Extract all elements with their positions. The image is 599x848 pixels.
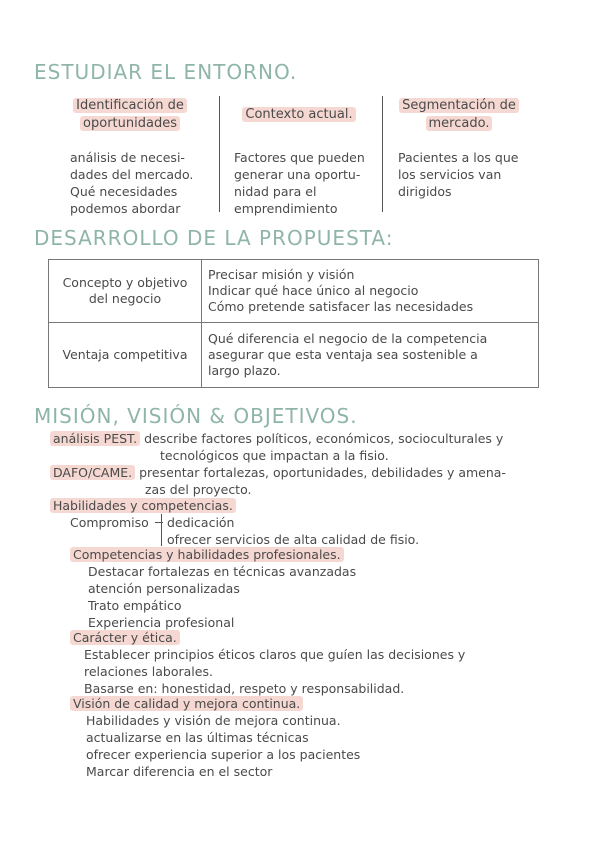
column-title-segmentacion: Segmentación de mercado.: [392, 97, 526, 133]
competencias-list: Destacar fortalezas en técnicas avanzadas atención personalizadas Trato empático Experiencia profesional: [88, 564, 357, 630]
column-title-oportunidades: Identificación de oportunidades: [64, 97, 196, 133]
compromiso-label: Compromiso: [70, 515, 149, 530]
compromiso-tick: [155, 522, 163, 523]
table-row: [49, 323, 539, 388]
column-body-segmentacion: Pacientes a los que los servicios van dirigidos: [398, 150, 519, 199]
dafo-label: DAFO/CAME.: [50, 465, 135, 480]
habilidades-heading: Habilidades y competencias.: [50, 497, 236, 514]
column-body-contexto: Factores que pueden generar una oportu- nidad para el emprendimiento: [234, 150, 365, 216]
row-content: Qué diferencia el negocio de la competencia asegurar que esta ventaja sea sostenible a largo plazo.: [202, 323, 539, 388]
pest-block: análisis PEST. describe factores políticos, económicos, socioculturales y: [50, 430, 503, 447]
column-body-oportunidades: análisis de necesi- dades del mercado. Qué necesidades podemos abordar: [70, 150, 194, 216]
section-heading-estudiar: ESTUDIAR EL ENTORNO.: [34, 60, 298, 84]
section-heading-mision: MISIÓN, VISIÓN & OBJETIVOS.: [34, 404, 358, 428]
compromiso-bracket: [161, 514, 166, 546]
row-content: Precisar misión y visión Indicar qué hace único al negocio Cómo pretende satisfacer las necesidades: [202, 260, 539, 323]
competencias-heading: Competencias y habilidades profesionales.: [70, 546, 344, 563]
caracter-list: Establecer principios éticos claros que guíen las decisiones y relaciones laborales. Basarse en: honestidad, respeto y responsabilidad.: [84, 647, 466, 696]
dafo-block: DAFO/CAME. presentar fortalezas, oportunidades, debilidades y amena-: [50, 464, 506, 481]
vision-heading: Visión de calidad y mejora continua.: [70, 695, 303, 712]
propuesta-table: [48, 259, 539, 388]
pest-label: análisis PEST.: [50, 431, 140, 446]
column-divider: [382, 96, 383, 212]
vision-list: Habilidades y visión de mejora continua. actualizarse en las últimas técnicas ofrecer experiencia superior a los pacientes Marcar diferencia en el sector: [86, 713, 361, 779]
row-label: Concepto y objetivo del negocio: [49, 260, 202, 323]
column-divider: [219, 96, 220, 212]
row-label: Ventaja competitiva: [49, 323, 202, 388]
dafo-line: zas del proyecto.: [145, 482, 252, 497]
section-heading-desarrollo: DESARROLLO DE LA PROPUESTA:: [34, 226, 394, 250]
pest-line: tecnológicos que impactan a la fisio.: [160, 448, 389, 463]
column-title-contexto: Contexto actual.: [233, 106, 365, 124]
table-row: [49, 260, 539, 323]
caracter-heading: Carácter y ética.: [70, 629, 180, 646]
compromiso-list: dedicación ofrecer servicios de alta calidad de fisio.: [167, 515, 420, 547]
